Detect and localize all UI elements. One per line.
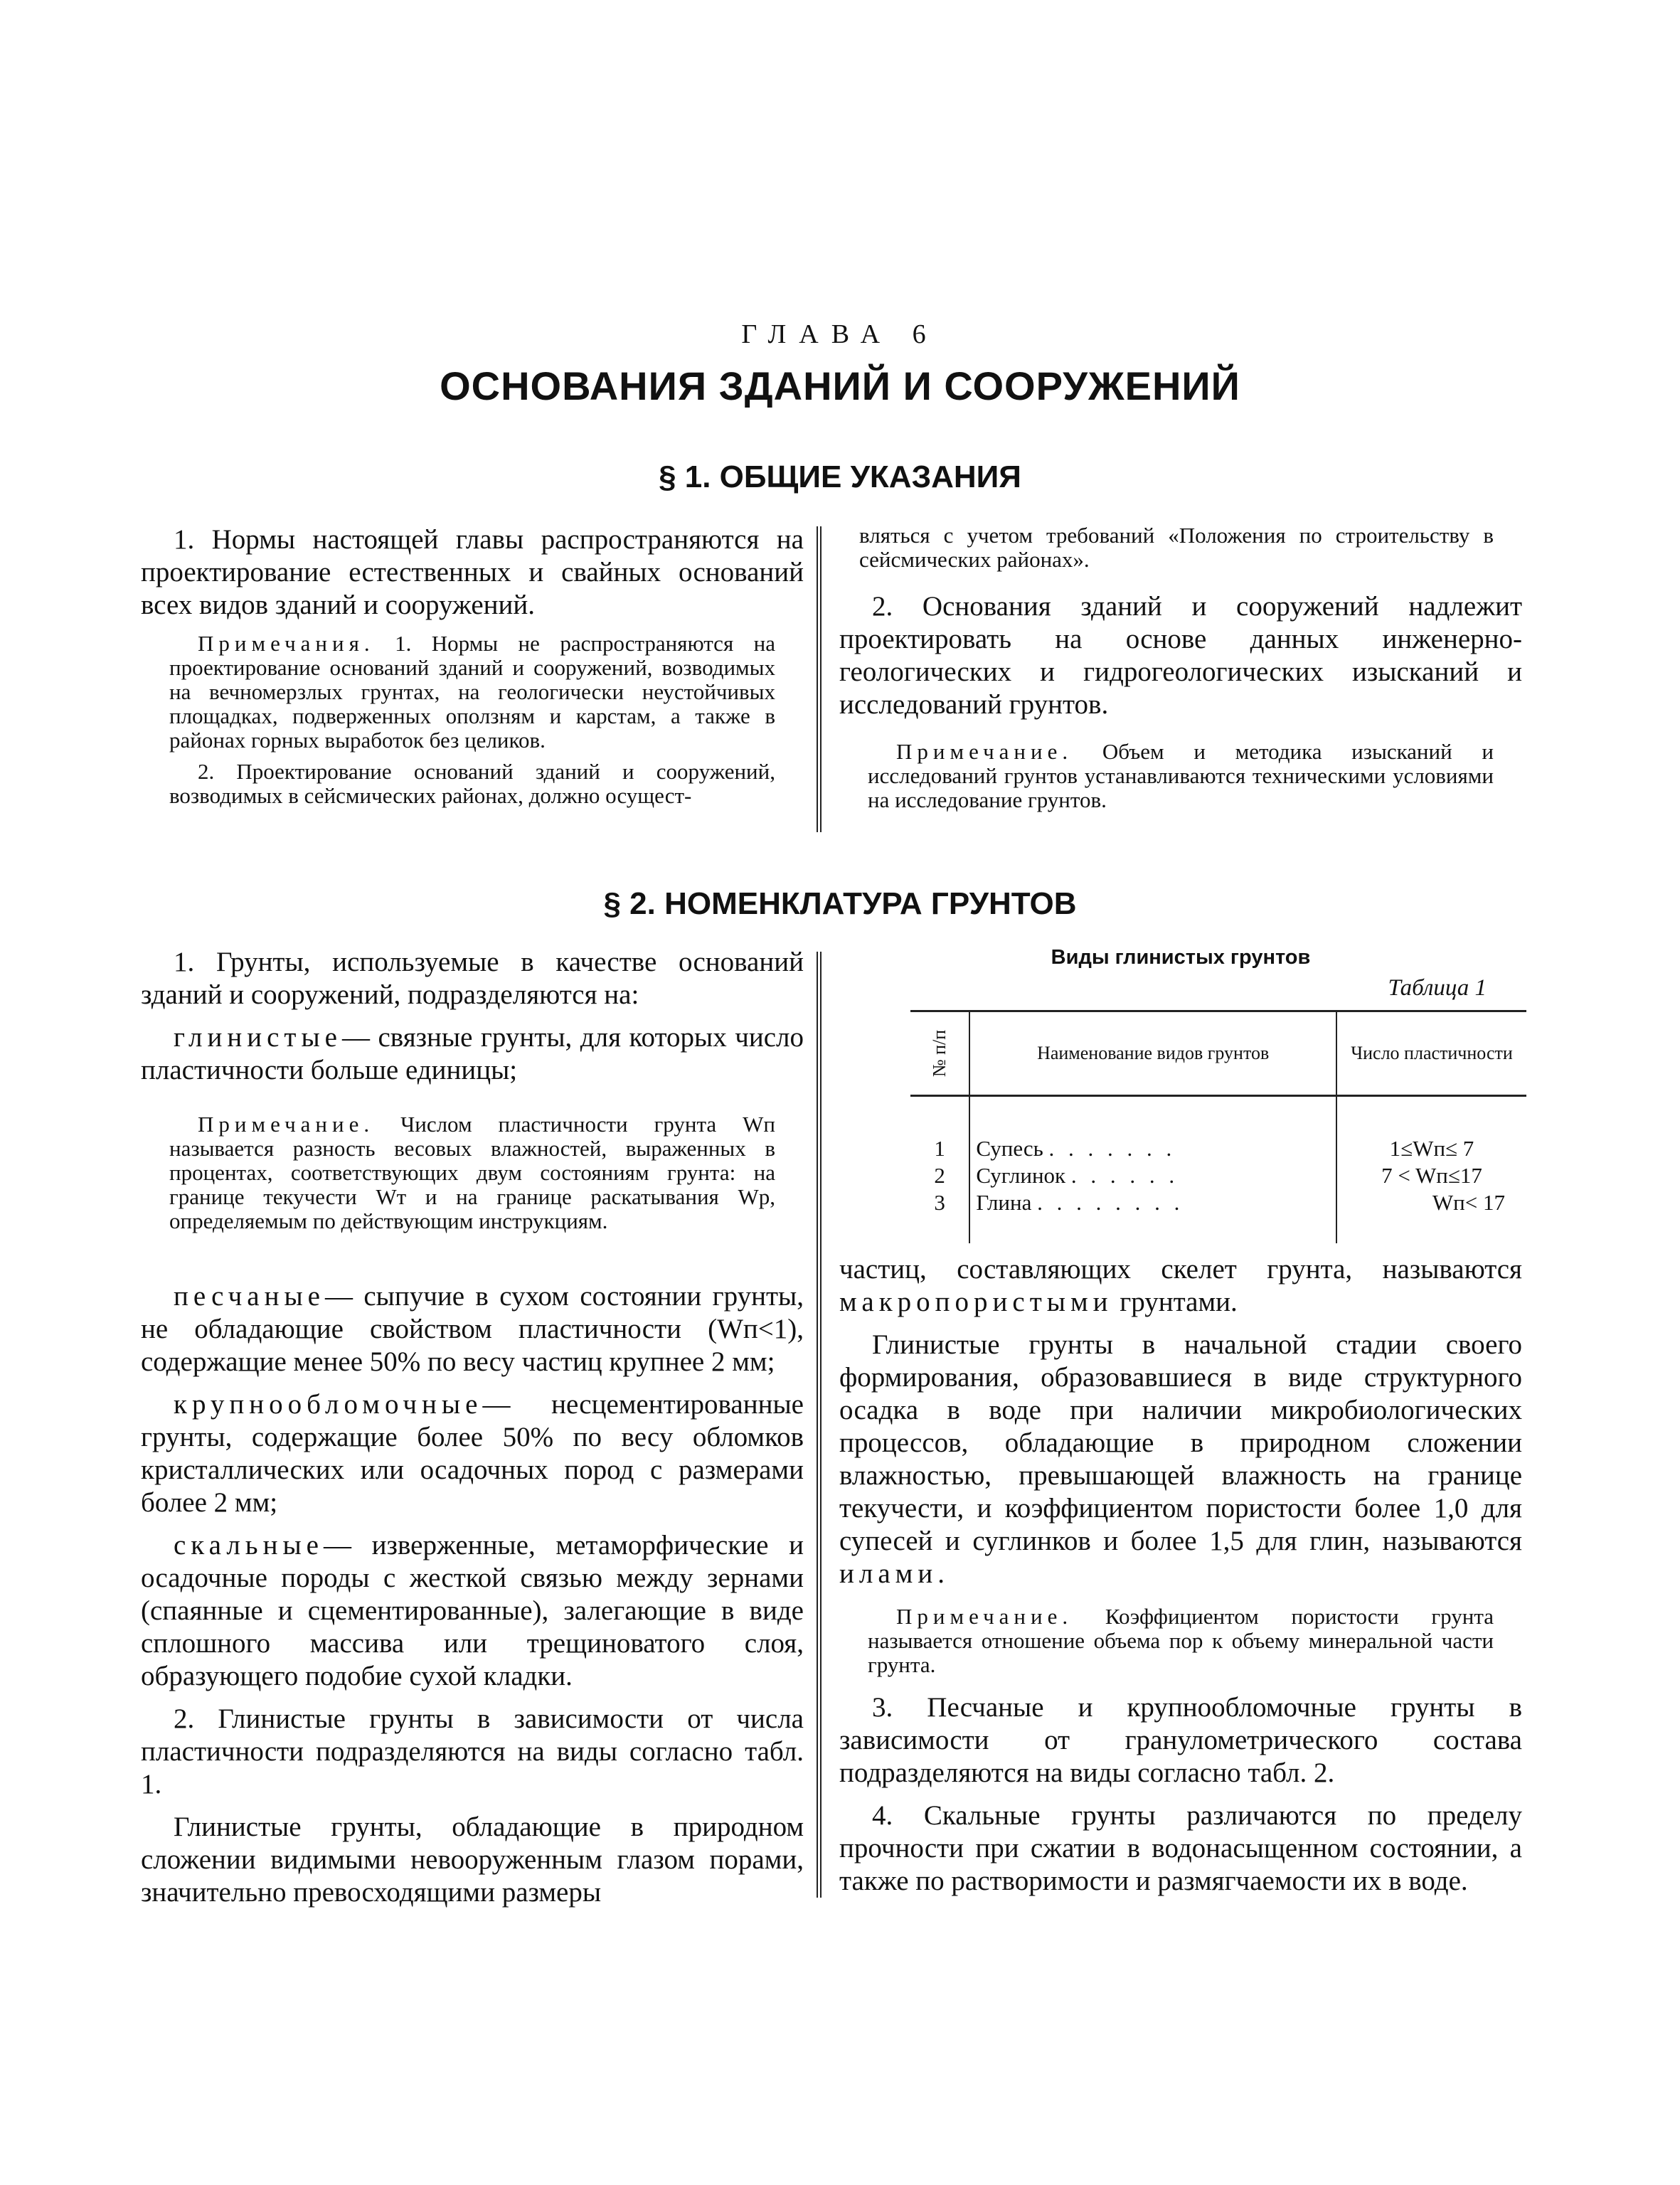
section1-note-2-end: вляться с учетом требований «Положения по строительству в сейсмических районах».	[859, 523, 1494, 572]
section1-left-column	[141, 523, 804, 815]
column-divider-2	[817, 952, 822, 1898]
section2-paragraph-5: 3. Песчаные и крупнообломочные грунты в зависимости от гранулометрического состава подразделяются на виды согласно табл. 2.	[839, 1692, 1522, 1788]
silt-paragraph: Глинистые грунты в начальной стадии своего формирования, образовавшиеся в виде структурного осадка в воде при наличии микробиологических процессов, обладающие в природном сложении влажностью, превышающей влажность на границе текучести, и коэффициентом пористости более 1,0 для супесей и суглинков и более 1,5 для глин, называются илами.	[839, 1329, 1522, 1589]
section2-left-column	[141, 946, 804, 1919]
section2-paragraph-1: 1. Грунты, используемые в качестве оснований зданий и сооружений, подразделяются на:	[141, 947, 804, 1010]
table1-number: Таблица 1	[1388, 975, 1487, 1001]
column-divider-1	[817, 526, 822, 832]
chapter-title: ОСНОВАНИЯ ЗДАНИЙ И СООРУЖЕНИЙ	[440, 363, 1240, 408]
sand-definition: песчаные— сыпучие в сухом состоянии грунты, не обладающие свойством пластичности (Wп<1), содержащие менее 50% по весу частиц крупнее 2 мм;	[141, 1281, 804, 1377]
table1-block	[839, 946, 1522, 1243]
clay-definition: глинистые— связные грунты, для которых число пластичности больше единицы;	[141, 1022, 804, 1085]
section2-paragraph-3-end: частиц, составляющих скелет грунта, называются макропористыми грунтами.	[839, 1254, 1522, 1317]
section2-paragraph-6: 4. Скальные грунты различаются по пределу прочности при сжатии в водонасыщенном состоянии, а также по растворимости и размягчаемости их в воде.	[839, 1800, 1522, 1896]
table1	[910, 1010, 1526, 1243]
rock-definition: скальные— изверженные, метаморфические и осадочные породы с жесткой связью между зернами (спаянные и сцементированные), залегающие в виде сплошного массива или трещиноватого слоя, образующего подобие сухой кладки.	[141, 1530, 804, 1691]
table1-header-plasticity: Число пластичности	[1336, 1011, 1526, 1096]
section2-right-column	[839, 1253, 1522, 1908]
table-row: 1 Супесь . . . . . . . 1≤Wп≤ 7	[910, 1096, 1526, 1163]
section1-note-3: Примечание. Объем и методика изысканий и исследований грунтов устанавливаются техническими условиями на исследование грунтов.	[868, 739, 1494, 812]
table1-header-name: Наименование видов грунтов	[969, 1011, 1336, 1096]
table1-header-number: № п/п	[910, 1011, 969, 1096]
section2-heading: § 2. НОМЕНКЛАТУРА ГРУНТОВ	[603, 886, 1077, 921]
table-row: 3 Глина . . . . . . . . Wп< 17	[910, 1189, 1526, 1243]
section1-right-column	[839, 523, 1522, 819]
section1-note-1: Примечания. 1. Нормы не распространяются на проектирование оснований зданий и сооружений, возводимых на вечномерзлых грунтах, на геологически неустойчивых площадках, подверженных оползням и карстам, а также в районах горных выработок без целиков.	[169, 631, 775, 753]
section1-note-2-start: 2. Проектирование оснований зданий и сооружений, возводимых в сейсмических районах, должно осущест-	[169, 759, 775, 808]
plasticity-note: Примечание. Числом пластичности грунта Wп называется разность весовых влажностей, выраженных в процентах, соответствующих двум состояниям грунта: на границе текучести Wт и на границе раскатывания Wр, определяемым по действующим инструкциям.	[169, 1112, 775, 1233]
section1-paragraph-2: 2. Основания зданий и сооружений надлежит проектировать на основе данных инженерно-геологических и гидрогеологических изысканий и исследований грунтов.	[839, 591, 1522, 720]
table1-title: Виды глинистых грунтов	[1051, 946, 1311, 969]
table-row: 2 Суглинок . . . . . . 7 < Wп≤17	[910, 1162, 1526, 1189]
section1-heading: § 1. ОБЩИЕ УКАЗАНИЯ	[659, 459, 1021, 494]
coarse-definition: крупнообломочные— несцементированные грунты, содержащие более 50% по весу обломков кристаллических или осадочных пород с размерами более 2 мм;	[141, 1389, 804, 1518]
section1-paragraph-1: 1. Нормы настоящей главы распространяются на проектирование естественных и свайных оснований всех видов зданий и сооружений.	[141, 524, 804, 620]
section2-paragraph-2: 2. Глинистые грунты в зависимости от числа пластичности подразделяются на виды согласно табл. 1.	[141, 1703, 804, 1799]
porosity-note: Примечание. Коэффициентом пористости грунта называется отношение объема пор к объему минеральной части грунта.	[868, 1604, 1494, 1677]
chapter-label: ГЛАВА 6	[741, 319, 939, 349]
section2-paragraph-3-start: Глинистые грунты, обладающие в природном сложении видимыми невооруженным глазом порами, значительно превосходящими размеры	[141, 1812, 804, 1908]
